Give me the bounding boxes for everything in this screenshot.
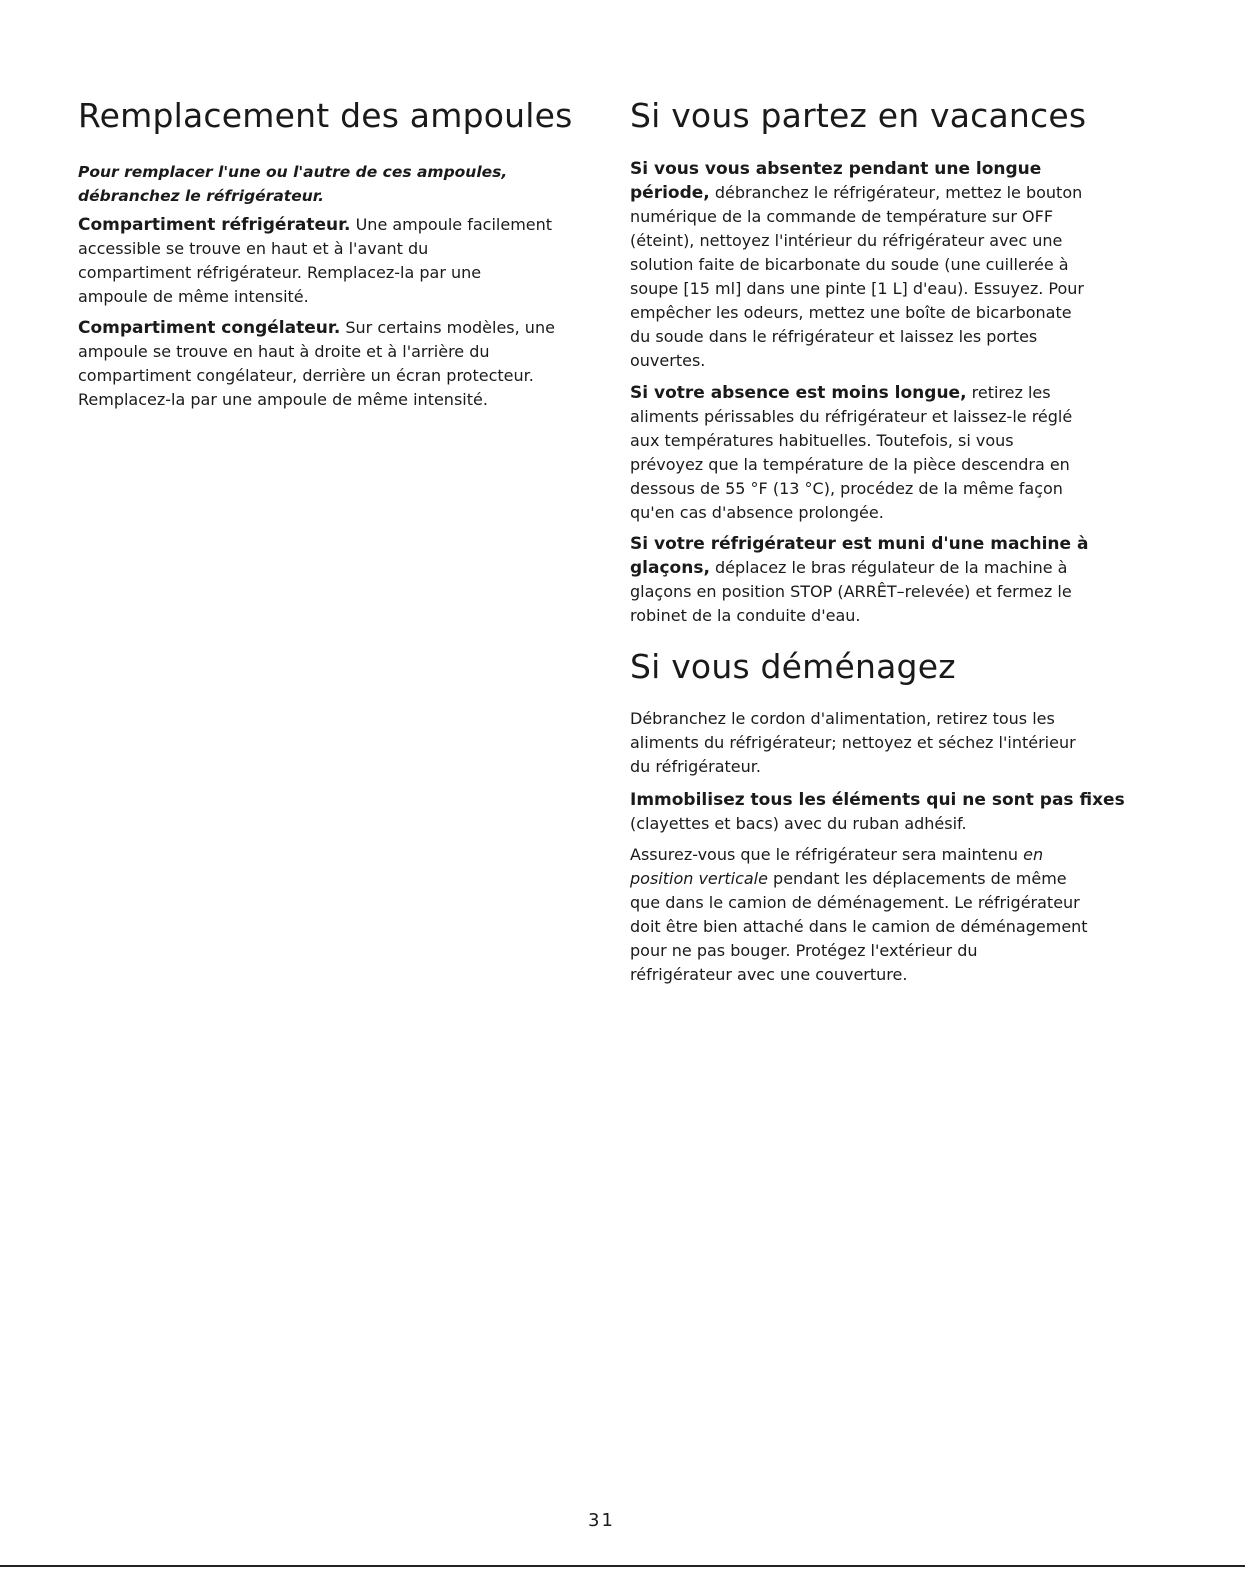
paragraph-line: doit être bien attaché dans le camion de déménagement [630, 917, 1088, 936]
paragraph-line: réfrigérateur avec une couverture. [630, 965, 908, 984]
paragraph-line: glaçons en position STOP (ARRÊT–relevée) et fermez le [630, 582, 1072, 601]
paragraph-line: ampoule de même intensité. [78, 287, 309, 306]
paragraph-line: aliments périssables du réfrigérateur et laissez-le réglé [630, 407, 1073, 426]
bottom-rule [0, 1565, 1245, 1567]
paragraph-text: débranchez le réfrigérateur, mettez le bouton [709, 183, 1083, 202]
intro-line: débranchez le réfrigérateur. [78, 187, 325, 205]
paragraph-line: solution faite de bicarbonate du soude (une cuillerée à [630, 255, 1069, 274]
short-absence-lead: Si votre absence est moins longue, [630, 383, 967, 403]
paragraph-line: (clayettes et bacs) avec du ruban adhésif. [630, 814, 967, 833]
paragraph-line: que dans le camion de déménagement. Le réfrigérateur [630, 893, 1080, 912]
paragraph-line: Débranchez le cordon d'alimentation, retirez tous les [630, 709, 1055, 728]
paragraph-line: aux températures habituelles. Toutefois, si vous [630, 431, 1014, 450]
bulb-intro [78, 160, 507, 208]
paragraph-text: retirez les [966, 383, 1051, 402]
refrigerator-compartment-lead: Compartiment réfrigérateur. [78, 215, 351, 235]
paragraph-text: Sur certains modèles, une [340, 318, 555, 337]
paragraph-line: ampoule se trouve en haut à droite et à l'arrière du [78, 342, 490, 361]
paragraph-line: prévoyez que la température de la pièce descendra en [630, 455, 1070, 474]
long-absence-paragraph [630, 157, 1084, 373]
paragraph-line: pour ne pas bouger. Protégez l'extérieur du [630, 941, 978, 960]
paragraph-line: Remplacez-la par une ampoule de même intensité. [78, 390, 488, 409]
paragraph-line: numérique de la commande de température sur OFF [630, 207, 1054, 226]
paragraph-line: soupe [15 ml] dans une pinte [1 L] d'eau). Essuyez. Pour [630, 279, 1084, 298]
moving-secure-lead: Immobilisez tous les éléments qui ne sont pas fixes [630, 790, 1125, 810]
paragraph-text-italic: en [1023, 845, 1044, 864]
ice-maker-lead: Si votre réfrigérateur est muni d'une machine à [630, 534, 1089, 554]
freezer-compartment-lead: Compartiment congélateur. [78, 318, 341, 338]
paragraph-text: déplacez le bras régulateur de la machine à [709, 558, 1068, 577]
long-absence-lead: période, [630, 183, 710, 203]
section-title-bulb-replacement: Remplacement des ampoules [78, 96, 573, 135]
paragraph-line: qu'en cas d'absence prolongée. [630, 503, 884, 522]
paragraph-line: compartiment réfrigérateur. Remplacez-la par une [78, 263, 482, 282]
page-number: 31 [588, 1510, 615, 1531]
paragraph-text-italic: position verticale [630, 869, 768, 888]
moving-paragraph-2 [630, 788, 1125, 836]
paragraph-line: (éteint), nettoyez l'intérieur du réfrigérateur avec une [630, 231, 1063, 250]
section-title-vacation: Si vous partez en vacances [630, 96, 1087, 135]
short-absence-paragraph [630, 381, 1072, 525]
refrigerator-compartment-paragraph [78, 213, 552, 309]
paragraph-line: aliments du réfrigérateur; nettoyez et séchez l'intérieur [630, 733, 1076, 752]
paragraph-line: ouvertes. [630, 351, 706, 370]
paragraph-line: du soude dans le réfrigérateur et laissez les portes [630, 327, 1038, 346]
ice-maker-paragraph [630, 532, 1088, 628]
intro-line: Pour remplacer l'une ou l'autre de ces ampoules, [78, 163, 508, 181]
paragraph-line: accessible se trouve en haut et à l'avant du [78, 239, 429, 258]
long-absence-lead: Si vous vous absentez pendant une longue [630, 159, 1042, 179]
paragraph-text: pendant les déplacements de même [767, 869, 1067, 888]
freezer-compartment-paragraph [78, 316, 555, 412]
paragraph-line: compartiment congélateur, derrière un écran protecteur. [78, 366, 534, 385]
paragraph-line: du réfrigérateur. [630, 757, 761, 776]
paragraph-text: Une ampoule facilement [350, 215, 553, 234]
paragraph-text: Assurez-vous que le réfrigérateur sera maintenu [630, 845, 1024, 864]
ice-maker-lead: glaçons, [630, 558, 710, 578]
paragraph-line: empêcher les odeurs, mettez une boîte de bicarbonate [630, 303, 1072, 322]
moving-paragraph-3 [630, 843, 1088, 987]
moving-paragraph-1 [630, 707, 1076, 779]
paragraph-line: robinet de la conduite d'eau. [630, 606, 861, 625]
paragraph-line: dessous de 55 °F (13 °C), procédez de la même façon [630, 479, 1063, 498]
section-title-moving: Si vous déménagez [630, 647, 956, 686]
